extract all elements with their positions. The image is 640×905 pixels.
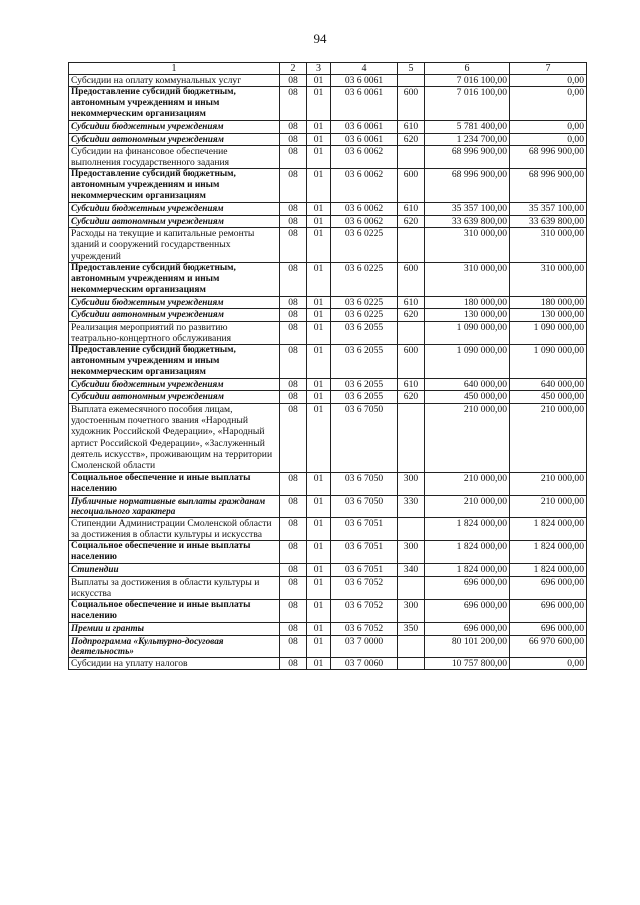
section-code-cell: 08 [280, 600, 307, 623]
expense-type-cell: 620 [398, 309, 425, 321]
expense-type-cell: 300 [398, 541, 425, 564]
section-code-cell: 08 [280, 635, 307, 657]
amount-plan-cell: 696 000,00 [510, 600, 587, 623]
section-code-cell: 08 [280, 296, 307, 308]
table-row [69, 169, 587, 203]
amount-cell: 1 090 000,00 [425, 345, 510, 379]
amount-plan-cell: 640 000,00 [510, 379, 587, 391]
amount-plan-cell: 0,00 [510, 657, 587, 669]
section-code-cell: 08 [280, 309, 307, 321]
target-article-cell: 03 6 0225 [331, 296, 398, 308]
subsection-code-cell: 01 [307, 133, 331, 145]
table-row [69, 391, 587, 403]
table-row [69, 121, 587, 133]
header-cell: 7 [510, 63, 587, 75]
amount-cell: 5 781 400,00 [425, 121, 510, 133]
target-article-cell: 03 7 0000 [331, 635, 398, 657]
header-cell: 6 [425, 63, 510, 75]
amount-plan-cell: 210 000,00 [510, 472, 587, 495]
section-code-cell: 08 [280, 495, 307, 517]
subsection-code-cell: 01 [307, 215, 331, 227]
row-name-cell: Предоставление субсидий бюджетным, автономным учреждениям и иным некоммерческим организациям [69, 87, 280, 121]
target-article-cell: 03 6 0225 [331, 228, 398, 263]
header-cell: 4 [331, 63, 398, 75]
subsection-code-cell: 01 [307, 472, 331, 495]
target-article-cell: 03 6 2055 [331, 391, 398, 403]
table-row [69, 321, 587, 345]
subsection-code-cell: 01 [307, 576, 331, 600]
section-code-cell: 08 [280, 203, 307, 215]
row-name-cell: Субсидии автономным учреждениям [69, 215, 280, 227]
row-name-cell: Выплата ежемесячного пособия лицам, удостоенным почетного звания «Народный художник Российской Федерации», «Народный артист Российской Федерации», «Заслуженный деятель искусств», проживающим на территории Смоленской области [69, 403, 280, 472]
row-name-cell: Субсидии на оплату коммунальных услуг [69, 75, 280, 87]
table-row [69, 133, 587, 145]
section-code-cell: 08 [280, 576, 307, 600]
row-name-cell: Премии и гранты [69, 623, 280, 635]
amount-cell: 10 757 800,00 [425, 657, 510, 669]
subsection-code-cell: 01 [307, 262, 331, 296]
target-article-cell: 03 6 7051 [331, 564, 398, 576]
subsection-code-cell: 01 [307, 600, 331, 623]
amount-cell: 310 000,00 [425, 228, 510, 263]
amount-plan-cell: 0,00 [510, 75, 587, 87]
amount-cell: 210 000,00 [425, 495, 510, 517]
subsection-code-cell: 01 [307, 321, 331, 345]
table-row [69, 635, 587, 657]
budget-table [68, 62, 587, 670]
table-row [69, 379, 587, 391]
table-row [69, 600, 587, 623]
target-article-cell: 03 6 2055 [331, 321, 398, 345]
amount-cell: 1 824 000,00 [425, 541, 510, 564]
expense-type-cell [398, 75, 425, 87]
subsection-code-cell: 01 [307, 75, 331, 87]
target-article-cell: 03 6 7050 [331, 403, 398, 472]
row-name-cell: Социальное обеспечение и иные выплаты населению [69, 541, 280, 564]
section-code-cell: 08 [280, 121, 307, 133]
target-article-cell: 03 6 0062 [331, 203, 398, 215]
table-row [69, 145, 587, 169]
subsection-code-cell: 01 [307, 145, 331, 169]
amount-cell: 68 996 900,00 [425, 169, 510, 203]
target-article-cell: 03 6 0062 [331, 169, 398, 203]
table-row [69, 541, 587, 564]
expense-type-cell: 610 [398, 121, 425, 133]
amount-plan-cell: 35 357 100,00 [510, 203, 587, 215]
table-row [69, 309, 587, 321]
amount-cell: 450 000,00 [425, 391, 510, 403]
target-article-cell: 03 6 7052 [331, 623, 398, 635]
amount-plan-cell: 180 000,00 [510, 296, 587, 308]
subsection-code-cell: 01 [307, 379, 331, 391]
table-row [69, 345, 587, 379]
expense-type-cell: 610 [398, 296, 425, 308]
row-name-cell: Субсидии автономным учреждениям [69, 309, 280, 321]
amount-cell: 1 824 000,00 [425, 564, 510, 576]
amount-plan-cell: 1 090 000,00 [510, 345, 587, 379]
table-row [69, 517, 587, 541]
amount-plan-cell: 130 000,00 [510, 309, 587, 321]
section-code-cell: 08 [280, 215, 307, 227]
subsection-code-cell: 01 [307, 345, 331, 379]
expense-type-cell: 600 [398, 169, 425, 203]
amount-plan-cell: 33 639 800,00 [510, 215, 587, 227]
expense-type-cell: 620 [398, 133, 425, 145]
expense-type-cell [398, 228, 425, 263]
row-name-cell: Публичные нормативные выплаты гражданам несоциального характера [69, 495, 280, 517]
row-name-cell: Стипендии Администрации Смоленской области за достижения в области культуры и искусства [69, 517, 280, 541]
expense-type-cell: 620 [398, 391, 425, 403]
table-row [69, 215, 587, 227]
amount-plan-cell: 210 000,00 [510, 495, 587, 517]
table-row [69, 75, 587, 87]
section-code-cell: 08 [280, 541, 307, 564]
amount-plan-cell: 310 000,00 [510, 228, 587, 263]
row-name-cell: Выплаты за достижения в области культуры и искусства [69, 576, 280, 600]
row-name-cell: Субсидии на финансовое обеспечение выполнения государственного задания [69, 145, 280, 169]
table-row [69, 87, 587, 121]
amount-cell: 35 357 100,00 [425, 203, 510, 215]
amount-cell: 310 000,00 [425, 262, 510, 296]
subsection-code-cell: 01 [307, 495, 331, 517]
expense-type-cell: 300 [398, 600, 425, 623]
table-row [69, 203, 587, 215]
table-row [69, 576, 587, 600]
row-name-cell: Субсидии автономным учреждениям [69, 391, 280, 403]
target-article-cell: 03 6 0225 [331, 262, 398, 296]
expense-type-cell: 330 [398, 495, 425, 517]
row-name-cell: Субсидии автономным учреждениям [69, 133, 280, 145]
row-name-cell: Подпрограмма «Культурно-досуговая деятельность» [69, 635, 280, 657]
expense-type-cell [398, 576, 425, 600]
section-code-cell: 08 [280, 379, 307, 391]
subsection-code-cell: 01 [307, 228, 331, 263]
subsection-code-cell: 01 [307, 657, 331, 669]
subsection-code-cell: 01 [307, 403, 331, 472]
section-code-cell: 08 [280, 517, 307, 541]
row-name-cell: Субсидии бюджетным учреждениям [69, 121, 280, 133]
table-header-row [69, 63, 587, 75]
amount-cell: 210 000,00 [425, 472, 510, 495]
section-code-cell: 08 [280, 345, 307, 379]
row-name-cell: Стипендии [69, 564, 280, 576]
section-code-cell: 08 [280, 564, 307, 576]
subsection-code-cell: 01 [307, 541, 331, 564]
target-article-cell: 03 6 7050 [331, 495, 398, 517]
section-code-cell: 08 [280, 321, 307, 345]
section-code-cell: 08 [280, 75, 307, 87]
subsection-code-cell: 01 [307, 309, 331, 321]
amount-plan-cell: 450 000,00 [510, 391, 587, 403]
target-article-cell: 03 6 7050 [331, 472, 398, 495]
amount-plan-cell: 0,00 [510, 133, 587, 145]
target-article-cell: 03 6 0062 [331, 215, 398, 227]
subsection-code-cell: 01 [307, 87, 331, 121]
amount-cell: 1 090 000,00 [425, 321, 510, 345]
expense-type-cell: 340 [398, 564, 425, 576]
section-code-cell: 08 [280, 145, 307, 169]
amount-cell: 696 000,00 [425, 623, 510, 635]
table-row [69, 262, 587, 296]
amount-cell: 640 000,00 [425, 379, 510, 391]
section-code-cell: 08 [280, 623, 307, 635]
amount-cell: 7 016 100,00 [425, 75, 510, 87]
table-row [69, 495, 587, 517]
page-number: 94 [313, 31, 327, 46]
amount-plan-cell: 68 996 900,00 [510, 169, 587, 203]
target-article-cell: 03 6 2055 [331, 379, 398, 391]
amount-cell: 1 234 700,00 [425, 133, 510, 145]
section-code-cell: 08 [280, 169, 307, 203]
amount-cell: 210 000,00 [425, 403, 510, 472]
row-name-cell: Субсидии бюджетным учреждениям [69, 203, 280, 215]
target-article-cell: 03 6 0225 [331, 309, 398, 321]
amount-plan-cell: 68 996 900,00 [510, 145, 587, 169]
row-name-cell: Социальное обеспечение и иные выплаты населению [69, 472, 280, 495]
header-cell: 5 [398, 63, 425, 75]
target-article-cell: 03 6 7052 [331, 600, 398, 623]
amount-cell: 80 101 200,00 [425, 635, 510, 657]
subsection-code-cell: 01 [307, 296, 331, 308]
subsection-code-cell: 01 [307, 391, 331, 403]
expense-type-cell [398, 145, 425, 169]
row-name-cell: Субсидии бюджетным учреждениям [69, 379, 280, 391]
amount-plan-cell: 1 824 000,00 [510, 541, 587, 564]
subsection-code-cell: 01 [307, 121, 331, 133]
row-name-cell: Субсидии бюджетным учреждениям [69, 296, 280, 308]
expense-type-cell: 600 [398, 262, 425, 296]
amount-plan-cell: 210 000,00 [510, 403, 587, 472]
amount-plan-cell: 0,00 [510, 87, 587, 121]
section-code-cell: 08 [280, 262, 307, 296]
expense-type-cell: 600 [398, 345, 425, 379]
section-code-cell: 08 [280, 403, 307, 472]
amount-plan-cell: 696 000,00 [510, 576, 587, 600]
target-article-cell: 03 6 7051 [331, 541, 398, 564]
row-name-cell: Реализация мероприятий по развитию театрально-концертного обслуживания [69, 321, 280, 345]
table-row [69, 564, 587, 576]
amount-plan-cell: 1 824 000,00 [510, 517, 587, 541]
header-cell: 1 [69, 63, 280, 75]
target-article-cell: 03 6 0062 [331, 145, 398, 169]
table-row [69, 403, 587, 472]
section-code-cell: 08 [280, 391, 307, 403]
expense-type-cell: 620 [398, 215, 425, 227]
row-name-cell: Предоставление субсидий бюджетным, автономным учреждениям и иным некоммерческим организациям [69, 345, 280, 379]
target-article-cell: 03 6 7052 [331, 576, 398, 600]
amount-plan-cell: 0,00 [510, 121, 587, 133]
subsection-code-cell: 01 [307, 169, 331, 203]
expense-type-cell: 610 [398, 203, 425, 215]
amount-plan-cell: 310 000,00 [510, 262, 587, 296]
row-name-cell: Субсидии на уплату налогов [69, 657, 280, 669]
target-article-cell: 03 7 0060 [331, 657, 398, 669]
header-cell: 2 [280, 63, 307, 75]
table-row [69, 296, 587, 308]
amount-cell: 696 000,00 [425, 576, 510, 600]
expense-type-cell: 300 [398, 472, 425, 495]
section-code-cell: 08 [280, 228, 307, 263]
table-row [69, 657, 587, 669]
target-article-cell: 03 6 0061 [331, 75, 398, 87]
expense-type-cell: 600 [398, 87, 425, 121]
amount-cell: 7 016 100,00 [425, 87, 510, 121]
row-name-cell: Предоставление субсидий бюджетным, автономным учреждениям и иным некоммерческим организациям [69, 262, 280, 296]
table-row [69, 623, 587, 635]
target-article-cell: 03 6 0061 [331, 87, 398, 121]
subsection-code-cell: 01 [307, 623, 331, 635]
amount-cell: 1 824 000,00 [425, 517, 510, 541]
amount-plan-cell: 696 000,00 [510, 623, 587, 635]
amount-cell: 33 639 800,00 [425, 215, 510, 227]
section-code-cell: 08 [280, 657, 307, 669]
section-code-cell: 08 [280, 87, 307, 121]
expense-type-cell [398, 517, 425, 541]
target-article-cell: 03 6 7051 [331, 517, 398, 541]
subsection-code-cell: 01 [307, 564, 331, 576]
amount-cell: 696 000,00 [425, 600, 510, 623]
table-row [69, 472, 587, 495]
row-name-cell: Предоставление субсидий бюджетным, автономным учреждениям и иным некоммерческим организациям [69, 169, 280, 203]
expense-type-cell: 610 [398, 379, 425, 391]
section-code-cell: 08 [280, 133, 307, 145]
subsection-code-cell: 01 [307, 517, 331, 541]
section-code-cell: 08 [280, 472, 307, 495]
amount-cell: 130 000,00 [425, 309, 510, 321]
header-cell: 3 [307, 63, 331, 75]
target-article-cell: 03 6 0061 [331, 121, 398, 133]
expense-type-cell [398, 403, 425, 472]
target-article-cell: 03 6 2055 [331, 345, 398, 379]
amount-plan-cell: 1 090 000,00 [510, 321, 587, 345]
subsection-code-cell: 01 [307, 635, 331, 657]
expense-type-cell [398, 321, 425, 345]
target-article-cell: 03 6 0061 [331, 133, 398, 145]
subsection-code-cell: 01 [307, 203, 331, 215]
amount-cell: 68 996 900,00 [425, 145, 510, 169]
amount-plan-cell: 66 970 600,00 [510, 635, 587, 657]
table-row [69, 228, 587, 263]
amount-cell: 180 000,00 [425, 296, 510, 308]
row-name-cell: Расходы на текущие и капитальные ремонты зданий и сооружений государственных учреждений [69, 228, 280, 263]
expense-type-cell [398, 635, 425, 657]
table-body [69, 63, 587, 670]
amount-plan-cell: 1 824 000,00 [510, 564, 587, 576]
row-name-cell: Социальное обеспечение и иные выплаты населению [69, 600, 280, 623]
expense-type-cell: 350 [398, 623, 425, 635]
expense-type-cell [398, 657, 425, 669]
